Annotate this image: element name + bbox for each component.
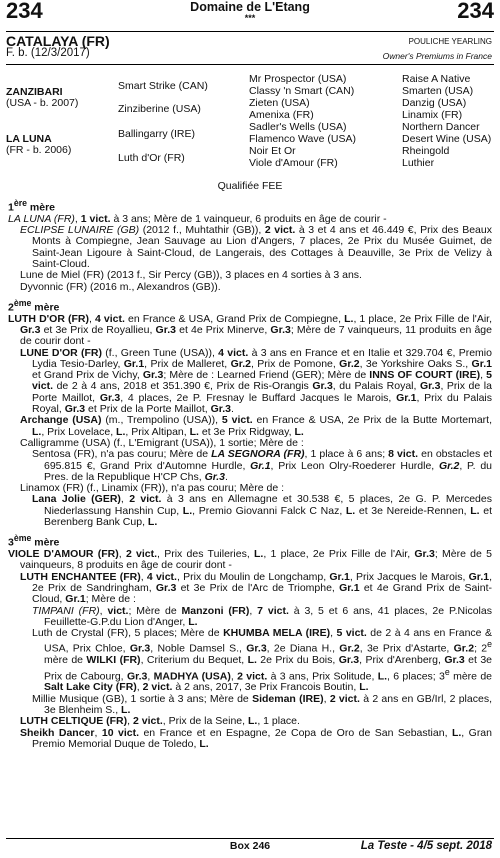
dam-line-text [8, 193, 492, 750]
pedigree-g4: Luthier [402, 157, 435, 169]
pedigree-g2: Luth d'Or (FR) [118, 152, 185, 164]
pedigree-g4: Rheingold [402, 145, 450, 157]
page-footer [0, 840, 500, 856]
produce-record: LUTH ENCHANTEE (FR), 4 vict., Prix du Moulin de Longchamp, Gr.1, Prix Jacques le Marois, Gr.1, 2e Prix de Sandringham, Gr.3 et 3e Prix de l'Arc de Triomphe, Gr.1 et 4e Grand Prix de Saint-Cloud, Gr.1; Mère de : [20, 570, 492, 606]
pedigree-g3: Amenixa (FR) [249, 109, 314, 121]
estate-stars: *** [244, 13, 256, 23]
page-header [0, 0, 500, 30]
generation-heading: 3ème mère [8, 533, 60, 549]
pedigree-table [0, 70, 500, 178]
sale-info: La Teste - 4/5 sept. 2018 [360, 840, 492, 852]
pedigree-g2: Ballingarry (IRE) [118, 128, 196, 140]
produce-record: TIMPANI (FR), vict.; Mère de Manzoni (FR), 7 vict. à 3, 5 et 6 ans, 41 places, 2e P.Nicolas Feuillette-G.P.du Lion d'Anger, L. [32, 604, 492, 628]
pedigree-g4: Raise A Native [402, 73, 471, 85]
pedigree-g3: Noir Et Or [249, 145, 296, 157]
produce-record: VIOLE D'AMOUR (FR), 2 vict., Prix des Tuileries, L., 1 place, 2e Prix Fille de l'Air, Gr.3; Mère de 5 vainqueurs, 8 produits en âge de courir dont - [8, 548, 492, 572]
pedigree-g3: Mr Prospector (USA) [249, 73, 347, 85]
pedigree-g4: Danzig (USA) [402, 97, 467, 109]
sire-info: (USA - b. 2007) [6, 97, 79, 109]
horse-description: F. b. (12/3/2017) [6, 47, 90, 59]
header-rule [6, 31, 494, 32]
produce-record: Archange (USA) (m., Trempolino (USA)), 5 vict. en France & USA, 2e Prix de la Butte Mortemart, L., Prix Lovelace, L., Prix Altipan, L. et 3e Prix Ridgway, L. [20, 414, 492, 438]
pedigree-g4: Northern Dancer [402, 121, 480, 133]
horse-name: CATALAYA (FR) [6, 33, 110, 49]
produce-record: LUTH CELTIQUE (FR), 2 vict., Prix de la Seine, L., 1 place. [20, 715, 300, 728]
produce-record: Sentosa (FR), n'a pas couru; Mère de LA SEGNORA (FR), 1 place à 6 ans; 8 vict. en obstacles et 695.815 €, Grand Prix d'Automne Hurdle, Gr.1, Prix Leon Olry-Roederer Hurdle, Gr.2, P. du Pres. de la Republique H'CP Chs, Gr.3. [32, 448, 493, 483]
qualification-note: Qualifiée FEE [217, 180, 283, 192]
lot-number-left: 234 [6, 0, 43, 23]
pedigree-g3: Flamenco Wave (USA) [249, 133, 356, 145]
pedigree-g3: Sadler's Wells (USA) [249, 121, 347, 133]
pedigree-g4: Desert Wine (USA) [402, 133, 492, 145]
produce-record: Linamox (FR) (f., Linamix (FR)), n'a pas couru; Mère de : [20, 482, 284, 495]
dam-info: (FR - b. 2006) [6, 144, 72, 156]
lot-number-right: 234 [457, 0, 494, 23]
estate-name: Domaine de L'Etang [190, 0, 310, 14]
produce-record: Millie Musique (GB), 1 sortie à 3 ans; Mère de Sideman (IRE), 2 vict. à 2 ans en GB/Irl, 2 places, 3e Blenheim S., L. [32, 692, 492, 716]
pedigree-g3: Viole d'Amour (FR) [249, 157, 338, 169]
pedigree-g3: Classy 'n Smart (CAN) [249, 85, 355, 97]
pedigree-g2: Zinziberine (USA) [118, 103, 201, 115]
generation-heading: 2ème mère [8, 297, 60, 314]
pedigree-g2: Smart Strike (CAN) [118, 80, 208, 92]
generation-heading: 1ère mère [8, 198, 56, 214]
produce-record: Calligramme (USA) (f., L'Emigrant (USA)), 1 sortie; Mère de : [20, 436, 304, 449]
produce-record: LA LUNA (FR), 1 vict. à 3 ans; Mère de 1 vainqueur, 6 produits en âge de courir - [8, 212, 387, 225]
produce-record: Sheikh Dancer, 10 vict. en France et en Espagne, 2e Copa de Oro de San Sebastian, L., Gran Premio Memorial Duque de Toledo, L. [20, 726, 492, 750]
produce-record: Dyvonnic (FR) (2016 m., Alexandros (GB)). [20, 280, 221, 293]
produce-record: Lune de Miel (FR) (2013 f., Sir Percy (GB)), 3 places en 4 sorties à 3 ans. [20, 269, 362, 282]
produce-record: ECLIPSE LUNAIRE (GB) (2012 f., Muhtathir (GB)), 2 vict. à 3 et 4 ans et 46.449 €, Prix des Beaux Monts à Compiegne, Jean Sauvage au Lion d'Angers, 7 places, 2e Prix du Musée Guimet, de Saint-Jean Ligoure à Saint-Cloud, de Langerais, des Cottages à Deauville, 3e Prix de Velizy à Saint-Cloud. [20, 224, 492, 270]
sire-name: ZANZIBARI [6, 86, 63, 98]
box-number: Box 246 [229, 840, 271, 852]
pedigree-g3: Zieten (USA) [249, 97, 310, 109]
horse-category: POULICHE YEARLING [408, 37, 492, 46]
pedigree-rule [6, 64, 494, 65]
owner-premiums: Owner's Premiums in France [382, 51, 492, 61]
produce-record: Luth de Crystal (FR), 5 places; Mère de KHUMBA MELA (IRE), 5 vict. de 2 à 4 ans en France & USA, Prix Chloe, Gr.3, Noble Damsel S., Gr.3, 2e Diana H., Gr.2, 3e Prix d'Astarte, Gr.2; 2e mère de WILKI (FR), Criterium du Bequet, L. 2e Prix du Bois, Gr.3, Prix d'Arenberg, Gr.3 et 3e Prix de Cabourg, Gr.3, MADHYA (USA), 2 vict. à 3 ans, Prix Solitude, L., 6 places; 3e mère de Salt Lake City (FR), 2 vict. à 2 ans, 2017, 3e Prix Francois Boutin, L. [32, 627, 493, 694]
dam-name: LA LUNA [6, 133, 52, 145]
pedigree-g4: Linamix (FR) [402, 109, 463, 121]
produce-record: Lana Jolie (GER), 2 vict. à 3 ans en Allemagne et 30.538 €, 5 places, 2e G. P. Mercedes Niederlassung Hanshin Cup, L., Premio Giovanni Falck C Naz, L. et 3e Nereide-Rennen, L. et Berenberg Bank Cup, L. [32, 493, 492, 529]
pedigree-g4: Smarten (USA) [402, 85, 474, 97]
footer-rule [6, 838, 494, 839]
produce-record: LUNE D'OR (FR) (f., Green Tune (USA)), 4 vict. à 3 ans en France et en Italie et 329.704 €, Premio Lydia Tesio-Darley, Gr.1, Prix de Malleret, Gr.2, Prix de Pomone, Gr.2, 3e Yorkshire Oaks S., Gr.1 et Grand Prix de Vichy, Gr.3; Mère de : Learned Friend (GER); Mère de INNS OF COURT (IRE), 5 vict. de 2 à 4 ans, 2018 et 351.390 €, Prix de Ris-Orangis Gr.3, du Palais Royal, Gr.3, Prix de la Porte Maillot, Gr.3, 4 places, 2e P. Fresnay le Buffard Jacques le Marois, Gr.1, Prix du Palais Royal, Gr.3 et Prix de la Porte Maillot, Gr.3. [20, 346, 492, 416]
produce-record: LUTH D'OR (FR), 4 vict. en France & USA, Grand Prix de Compiegne, L., 1 place, 2e Prix Fille de l'Air, Gr.3 et 3e Prix de Royallieu, Gr.3 et 4e Prix Minerve, Gr.3; Mère de 7 vainqueurs, 11 produits en âge de courir dont - [8, 312, 492, 348]
